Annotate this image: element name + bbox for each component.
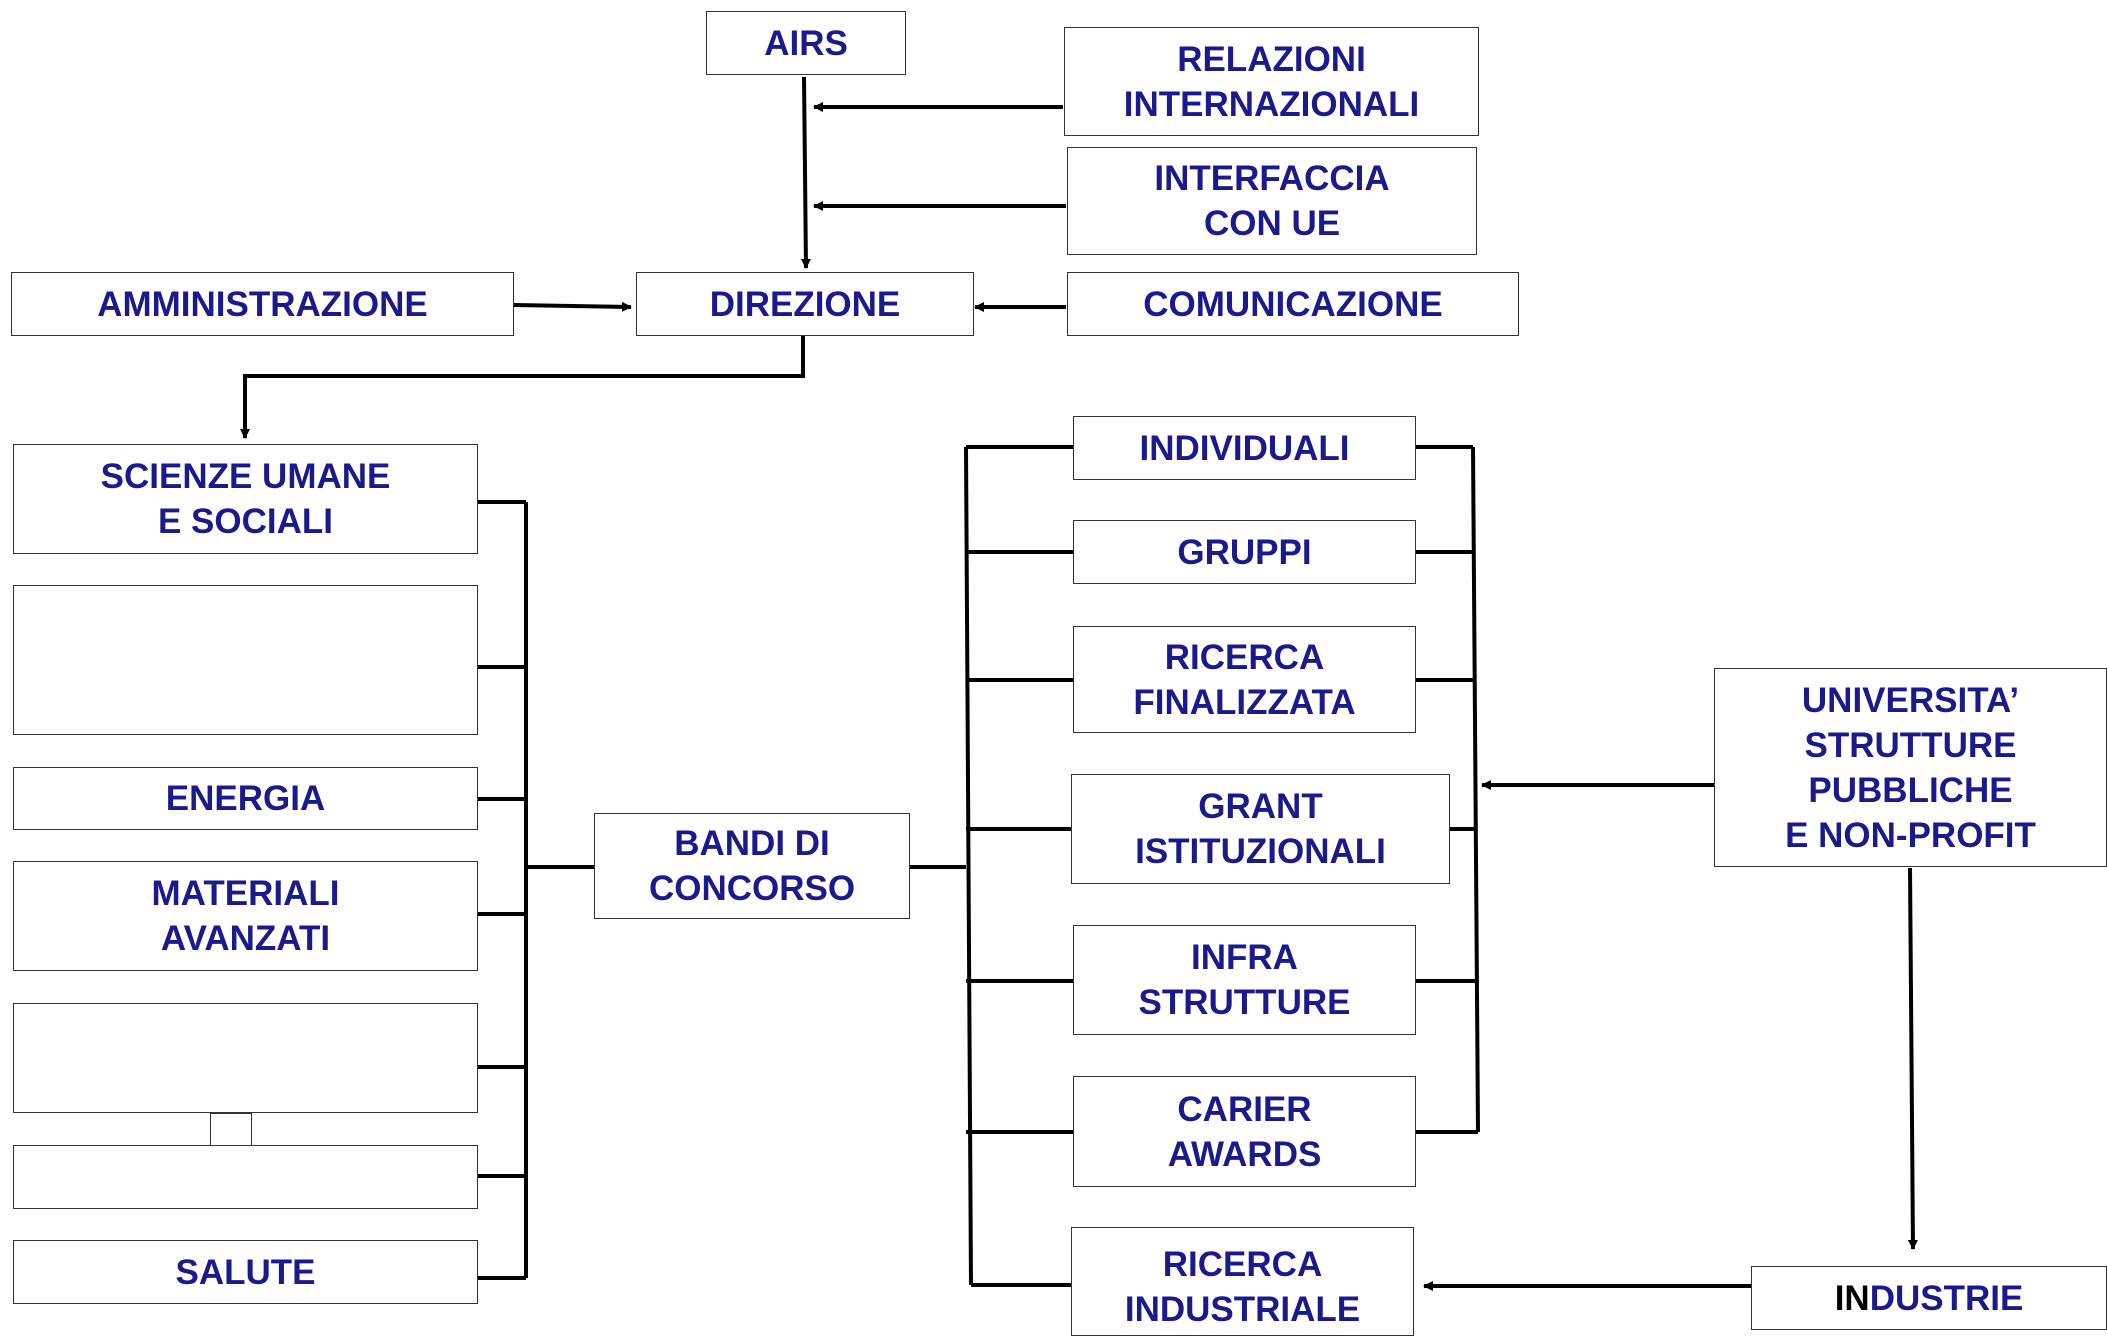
grant-istituzionali-box xyxy=(1071,774,1450,884)
finalizzata-line-1: RICERCA xyxy=(1164,637,1325,677)
interfaccia-line-1: INTERFACCIA xyxy=(1154,159,1390,198)
airs-label: AIRS xyxy=(764,23,848,63)
direzione-box xyxy=(636,272,974,336)
comunicazione-label: COMUNICAZIONE xyxy=(1143,284,1443,324)
energia-box xyxy=(13,767,478,830)
individuali-label: INDIVIDUALI xyxy=(1139,428,1350,468)
industriale-line-1: RICERCA xyxy=(1162,1245,1323,1284)
individuali-box xyxy=(1073,416,1416,480)
small-connector-box xyxy=(210,1113,252,1147)
grants-bracket-spine xyxy=(966,447,971,1285)
relazioni-line-2: INTERNAZIONALI xyxy=(1123,84,1420,124)
industrie-prefix: IN xyxy=(1834,1278,1870,1318)
empty-area-box-1 xyxy=(13,585,478,735)
bandi-line-1: BANDI DI xyxy=(674,824,830,863)
materiali-avanzati-box xyxy=(13,861,478,971)
direzione-label: DIREZIONE xyxy=(709,284,901,324)
empty-area-box-3 xyxy=(13,1145,478,1209)
scienze-line-2: E SOCIALI xyxy=(157,502,334,541)
materiali-line-2: AVANZATI xyxy=(160,919,331,958)
energia-label: ENERGIA xyxy=(165,779,326,818)
amministrazione-box xyxy=(11,272,514,336)
arrow-universita-industrie xyxy=(1910,868,1913,1249)
relazioni-internazionali-box xyxy=(1064,27,1479,136)
interfaccia-line-2: CON UE xyxy=(1203,204,1341,243)
gruppi-label: GRUPPI xyxy=(1177,532,1312,572)
carier-line-2: AWARDS xyxy=(1167,1134,1322,1174)
industrie-label xyxy=(1835,1276,2024,1321)
bandi-di-concorso-box xyxy=(594,813,910,919)
istituzionali-line-2: ISTITUZIONALI xyxy=(1135,832,1386,871)
airs-box xyxy=(706,11,906,75)
interfaccia-ue-box xyxy=(1067,147,1477,255)
industriale-line-2: INDUSTRIALE xyxy=(1124,1290,1361,1329)
comunicazione-box xyxy=(1067,272,1519,336)
salute-label: SALUTE xyxy=(175,1252,316,1292)
finalizzata-line-2: FINALIZZATA xyxy=(1133,682,1356,722)
materiali-line-1: MATERIALI xyxy=(151,874,340,913)
universita-line-1: UNIVERSITA’ xyxy=(1801,680,2020,720)
carier-awards-box xyxy=(1073,1076,1416,1187)
arrow-airs-direzione xyxy=(804,77,806,268)
industrie-rest: DUSTRIE xyxy=(1869,1278,2024,1318)
industrie-box xyxy=(1751,1266,2107,1330)
arrow-direzione-areas xyxy=(245,336,803,438)
bandi-line-2: CONCORSO xyxy=(648,869,856,908)
universita-line-3: PUBBLICHE xyxy=(1808,770,2013,810)
empty-area-box-2 xyxy=(13,1003,478,1113)
universita-line-2: STRUTTURE xyxy=(1804,725,2017,765)
infra-strutture-box xyxy=(1073,925,1416,1035)
ricerca-industriale-box xyxy=(1071,1227,1414,1336)
gruppi-box xyxy=(1073,520,1416,584)
infra-line-2: STRUTTURE xyxy=(1138,983,1351,1022)
istituzionali-line-1: GRANT xyxy=(1198,787,1323,826)
universita-line-4: E NON-PROFIT xyxy=(1785,815,2036,855)
infra-line-1: INFRA xyxy=(1191,938,1298,977)
relazioni-line-1: RELAZIONI xyxy=(1177,39,1366,79)
arrow-amministrazione-direzione xyxy=(514,305,631,307)
scienze-line-1: SCIENZE UMANE xyxy=(100,457,391,496)
ricerca-finalizzata-box xyxy=(1073,626,1416,733)
salute-box xyxy=(13,1240,478,1304)
universita-bracket-spine xyxy=(1473,447,1478,1132)
universita-box xyxy=(1714,668,2107,867)
amministrazione-label: AMMINISTRAZIONE xyxy=(97,284,428,324)
carier-line-1: CARIER xyxy=(1177,1089,1312,1129)
scienze-umane-box xyxy=(13,444,478,554)
